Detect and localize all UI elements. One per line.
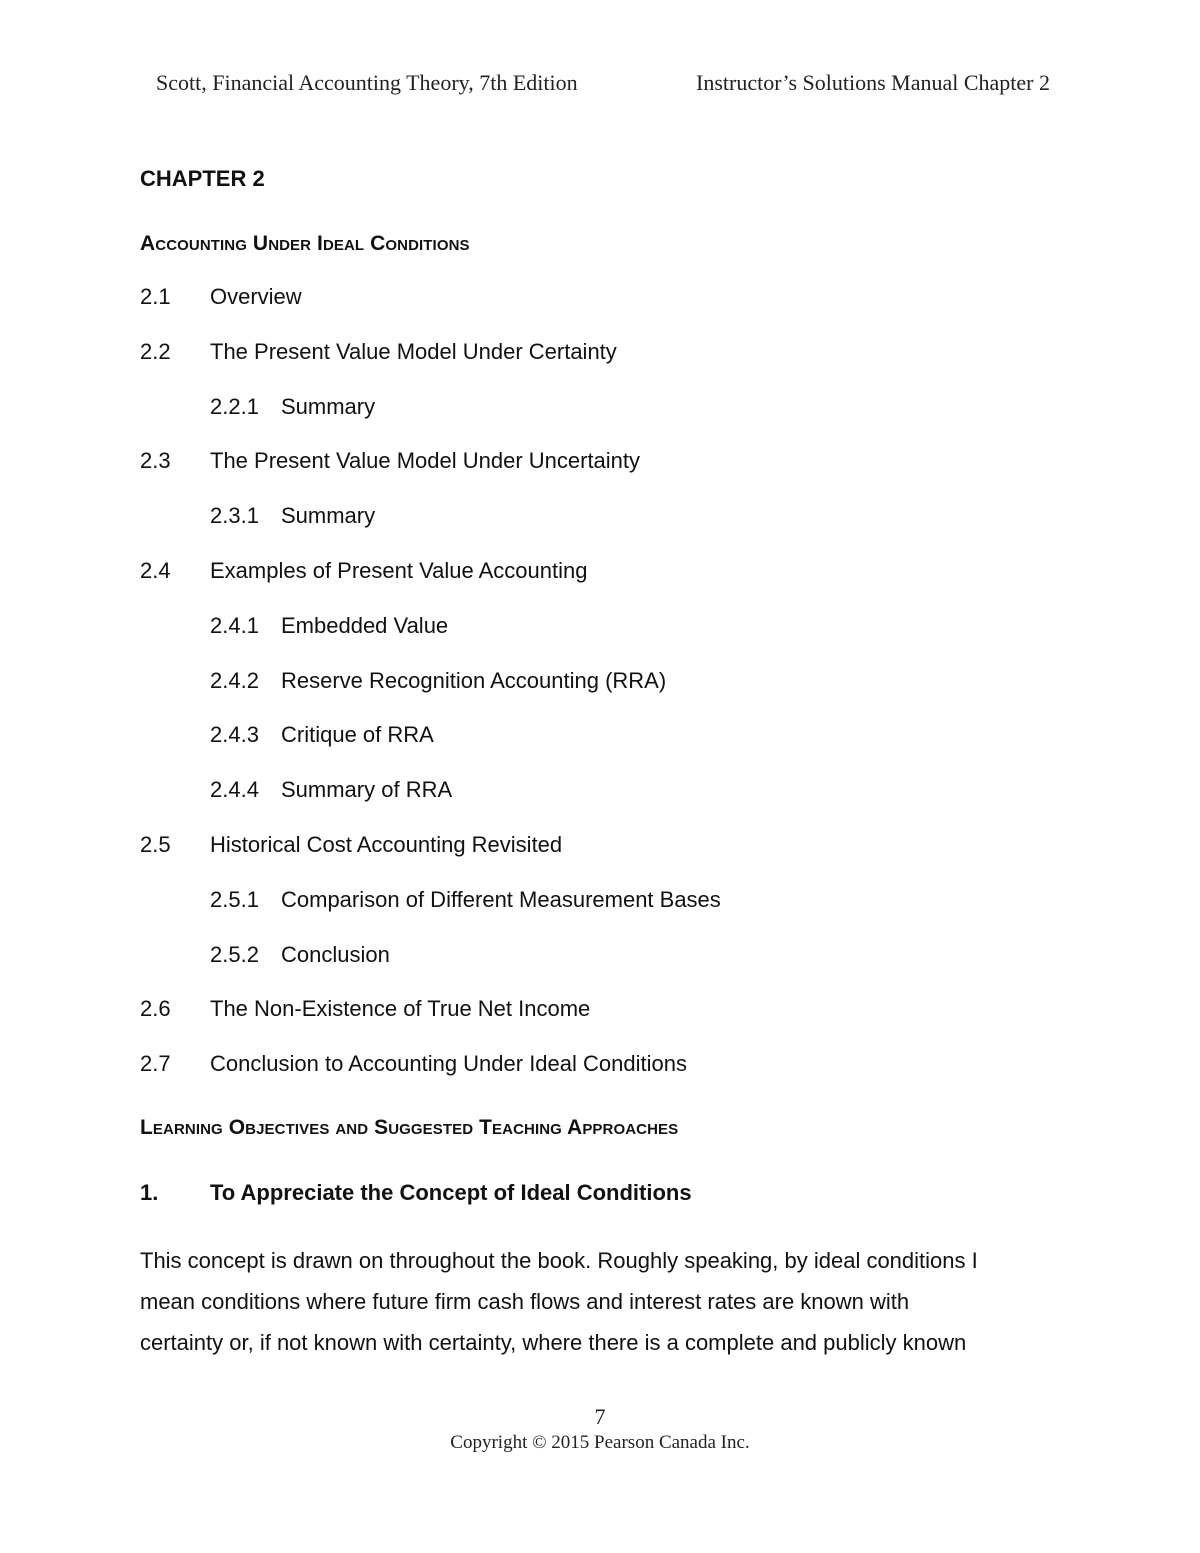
toc-number: 2.2.1 xyxy=(210,393,259,419)
toc-subentry xyxy=(140,503,1090,558)
toc-number: 2.4.2 xyxy=(210,667,259,693)
toc-number: 2.7 xyxy=(140,1051,171,1077)
toc-label: Summary of RRA xyxy=(281,777,453,803)
toc-entry xyxy=(140,1051,1090,1106)
toc-label: Historical Cost Accounting Revisited xyxy=(210,831,563,857)
body-line: certainty or, if not known with certainty, where there is a complete and publicly known xyxy=(140,1330,967,1355)
toc-label: Comparison of Different Measurement Bases xyxy=(281,886,721,912)
toc-subentry xyxy=(140,394,1090,449)
body-line: This concept is drawn on throughout the book. Roughly speaking, by ideal conditions I xyxy=(140,1248,978,1273)
toc-label: Critique of RRA xyxy=(281,722,434,748)
toc-number: 2.4.1 xyxy=(210,612,259,638)
toc-number: 2.3.1 xyxy=(210,503,259,529)
objective-title: To Appreciate the Concept of Ideal Conditions xyxy=(210,1180,692,1205)
toc-subentry xyxy=(140,613,1090,668)
toc-entry xyxy=(140,832,1090,887)
objective-number: 1. xyxy=(140,1180,159,1205)
toc-label: The Present Value Model Under Uncertainty xyxy=(210,448,641,474)
toc-number: 2.5.1 xyxy=(210,886,259,912)
toc-label: Reserve Recognition Accounting (RRA) xyxy=(281,667,667,693)
page-number: 7 xyxy=(594,1404,606,1429)
header-book-title: Scott, Financial Accounting Theory, 7th Edition xyxy=(156,70,578,95)
toc-label: Summary xyxy=(281,393,376,419)
toc-entry xyxy=(140,558,1090,613)
toc-label: Embedded Value xyxy=(281,612,449,638)
body-line: mean conditions where future firm cash flows and interest rates are known with xyxy=(140,1289,910,1314)
body-paragraph xyxy=(140,1240,1060,1363)
toc-number: 2.6 xyxy=(140,996,171,1022)
toc-number: 2.4.3 xyxy=(210,722,259,748)
toc-label: Summary xyxy=(281,503,376,529)
toc-number: 2.2 xyxy=(140,338,171,364)
toc-label: The Present Value Model Under Certainty xyxy=(210,338,617,364)
toc-entry xyxy=(140,284,1090,339)
toc-subentry xyxy=(140,668,1090,723)
objectives-heading: Learning Objectives and Suggested Teaching Approaches xyxy=(140,1116,679,1139)
toc-subentry xyxy=(140,777,1090,832)
toc-number: 2.4.4 xyxy=(210,777,259,803)
toc-label: Overview xyxy=(210,284,302,309)
contents-heading: Accounting Under Ideal Conditions xyxy=(140,232,470,255)
toc-entry xyxy=(140,996,1090,1051)
toc-number: 2.1 xyxy=(140,284,171,309)
header-manual-chapter: Instructor’s Solutions Manual Chapter 2 xyxy=(696,70,1050,95)
toc-label: Conclusion to Accounting Under Ideal Conditions xyxy=(210,1051,687,1077)
copyright-notice: Copyright © 2015 Pearson Canada Inc. xyxy=(450,1432,750,1453)
toc-label: Conclusion xyxy=(281,941,390,967)
toc-entry xyxy=(140,339,1090,394)
chapter-title: CHAPTER 2 xyxy=(140,166,265,191)
toc-number: 2.4 xyxy=(140,557,171,583)
toc-number: 2.5.2 xyxy=(210,941,259,967)
toc-subentry xyxy=(140,942,1090,997)
toc-entry xyxy=(140,448,1090,503)
table-of-contents xyxy=(140,284,1090,1106)
toc-label: Examples of Present Value Accounting xyxy=(210,557,588,583)
toc-subentry xyxy=(140,722,1090,777)
toc-subentry xyxy=(140,887,1090,942)
toc-number: 2.3 xyxy=(140,448,171,474)
toc-label: The Non-Existence of True Net Income xyxy=(210,996,591,1022)
toc-number: 2.5 xyxy=(140,831,171,857)
